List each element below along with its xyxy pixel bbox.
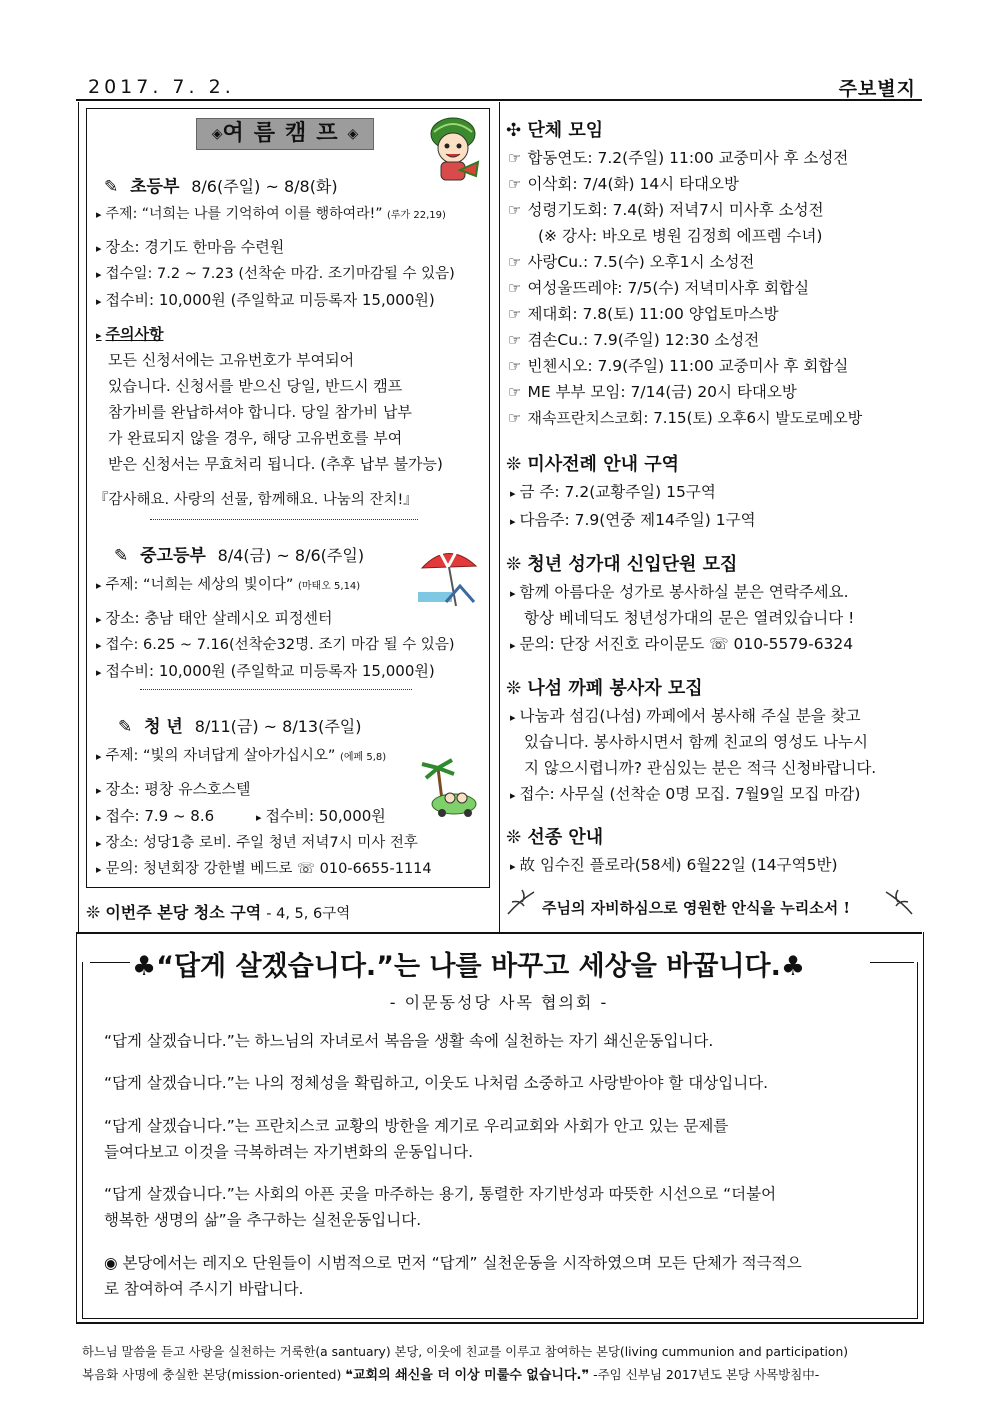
dotted-divider [140,689,412,690]
pointing-hand-icon: ☞ [508,253,522,271]
elementary-theme: ▸ 주제: “너희는 나를 기억하여 이를 행하여라!” (루가 22,19) [96,201,446,229]
list-item: ☞ 사랑Cu.: 7.5(수) 오후1시 소성전 [508,253,755,271]
cleaning-notice: ❊ 이번주 본당 청소 구역 - 4, 5, 6구역 [86,903,351,923]
motto-title: ♣“답게 살겠습니다.”는 나를 바꾸고 세상을 바꿉니다.♣ [132,944,805,983]
cafe-line: 있습니다. 봉사하시면서 함께 친교의 영성도 나누시 [524,733,868,751]
motto-rule-left [90,962,130,963]
motto-paragraph: “답게 살겠습니다.”는 프란치스코 교황의 방한을 계기로 우리교회와 사회가 안고 있는 문제를 [104,1117,729,1135]
cafe-heading: ❊ 나섬 까페 봉사자 모집 [506,678,703,699]
motto-rule-right [870,962,914,963]
snowflake-icon: ❊ [86,903,101,923]
cafe-registration: ▸ 접수: 사무실 (선착순 0명 모집. 7월9일 모집 마감) [510,781,860,809]
snowflake-icon: ❊ [506,554,522,575]
diamond-icon: ◈ [347,126,359,142]
list-item: ☞ 제대회: 7.8(토) 11:00 양업토마스방 [508,305,779,323]
pointing-hand-icon: ☞ [508,331,522,349]
header-divider [76,99,922,101]
lily-right-icon [880,884,916,920]
elementary-heading: ✎ 초등부 8/6(주일) ~ 8/8(화) [104,177,338,197]
bulletin-title: 주보별지 [838,78,916,100]
list-item: ☞ 빈첸시오: 7.9(주일) 11:00 교중미사 후 회합실 [508,357,849,375]
middle-registration: ▸ 접수: 6.25 ~ 7.16(선착순32명. 조기 마감 될 수 있음) [96,632,454,659]
list-item: ☞ 여성울뜨레야: 7/5(수) 저녁미사후 회합실 [508,279,810,297]
pencil-icon: ✎ [118,717,133,737]
mass-this-week: ▸ 금 주: 7.2(교황주일) 15구역 [510,479,716,507]
motto-paragraph: ◉ 본당에서는 레지오 단원들이 시범적으로 먼저 “답게” 실천운동을 시작하였으며 모든 단체가 적극적으 [104,1254,802,1272]
list-item: ☞ 이삭회: 7/4(화) 14시 타대오방 [508,175,739,193]
pointing-hand-icon: ☞ [508,175,522,193]
pointing-hand-icon: ☞ [508,383,522,401]
elementary-place: ▸ 장소: 경기도 한마음 수련원 [96,234,284,262]
choir-contact: ▸ 문의: 단장 서진호 라이문도 ☏ 010-5579-6324 [510,631,853,659]
list-item: ☞ 재속프란치스코회: 7.15(토) 오후6시 발도로메오방 [508,409,863,427]
snowflake-icon: ❊ [506,454,522,475]
funeral-heading: ❊ 선종 안내 [506,827,604,848]
camp-title: ◈여름캠프◈ [196,118,374,150]
club-icon: ♣ [132,951,157,982]
pointing-hand-icon: ☞ [508,149,522,167]
youth-registration: ▸ 접수: 7.9 ~ 8.6 [96,803,214,831]
motto-paragraph: 들여다보고 이것을 극복하려는 자기변화의 운동입니다. [104,1143,474,1161]
camp-slogan: 『감사해요. 사랑의 선물, 함께해요. 나눔의 잔치!』 [94,492,418,508]
pencil-icon: ✎ [114,546,129,566]
motto-paragraph: “답게 살겠습니다.”는 나의 정체성을 확립하고, 이웃도 나처럼 소중하고 사랑받아야 할 대상입니다. [104,1074,769,1092]
pointing-hand-icon: ☞ [508,409,522,427]
motto-organization: - 이문동성당 사목 협의회 - [389,993,609,1012]
list-item: ☞ 성령기도회: 7.4(화) 저녁7시 미사후 소성전 [508,201,824,219]
list-item-note: (※ 강사: 바오로 병원 김정희 에프렘 수녀) [538,227,823,245]
pointing-hand-icon: ☞ [508,357,522,375]
groups-heading: ✣ 단체 모임 [506,120,604,141]
club-icon: ♣ [780,951,806,982]
groups-list [508,145,862,431]
elementary-fee: ▸ 접수비: 10,000원 (주일학교 미등록자 15,000원) [96,287,435,315]
diamond-icon: ◈ [211,126,223,142]
middle-place: ▸ 장소: 충남 태안 살레시오 피정센터 [96,605,333,633]
middle-theme: ▸ 주제: “너희는 세상의 빛이다” (마태오 5,14) [96,572,360,600]
cafe-line: 지 않으시렵니까? 관심있는 분은 적극 신청바랍니다. [524,759,877,777]
list-item: ☞ 겸손Cu.: 7.9(주일) 12:30 소성전 [508,331,760,349]
pointing-hand-icon: ☞ [508,201,522,219]
motto-paragraph: “답게 살겠습니다.”는 하느님의 자녀로서 복음을 생활 속에 실천하는 자기 쇄신운동입니다. [104,1032,714,1050]
snowflake-icon: ❊ [506,827,522,848]
youth-theme: ▸ 주제: “빛의 자녀답게 살아가십시오” (에페 5,8) [96,743,386,771]
pointing-hand-icon: ☞ [508,279,522,297]
dotted-divider [150,519,418,520]
bottom-frame-top [76,932,922,934]
funeral-item: ▸ 故 임수진 플로라(58세) 6월22일 (14구역5반) [510,852,838,880]
pointing-hand-icon: ☞ [508,305,522,323]
palm-car-illustration [418,754,484,818]
list-item: ☞ ME 부부 모임: 7/14(금) 20시 타대오방 [508,383,797,401]
elementary-registration: ▸ 접수일: 7.2 ~ 7.23 (선착순 마감. 조기마감될 수 있음) [96,261,455,288]
youth-fee: ▸ 접수비: 50,000원 [256,803,386,831]
list-item: ☞ 합동연도: 7.2(주일) 11:00 교중미사 후 소성전 [508,149,849,167]
choir-heading: ❊ 청년 성가대 신입단원 모집 [506,554,738,575]
mass-heading: ❊ 미사전례 안내 구역 [506,454,680,475]
pencil-icon: ✎ [104,177,119,197]
funeral-prayer: 주님의 자비하심으로 영원한 안식을 누리소서 ! [542,899,851,917]
choir-line: 항상 베네딕도 청년성가대의 문은 열려있습니다 ! [524,609,855,627]
mass-next-week: ▸ 다음주: 7.9(연중 제14주일) 1구역 [510,507,756,535]
youth-contact: ▸ 문의: 청년회장 강한별 베드로 ☏ 010-6655-1114 [96,856,432,883]
flower-icon: ✣ [506,120,522,141]
footer-line-2: 복음화 사명에 충실한 본당(mission-oriented) ❝교회의 쇄신을 더 이상 미룰수 없습니다.❞ -주임 신부님 2017년도 본당 사목방침中- [82,1367,820,1383]
notice-heading: ▸ 주의사항 [96,321,164,349]
notice-body: 모든 신청서에는 고유번호가 부여되어 있습니다. 신청서를 받으신 당일, 반드시 캠프 참가비를 완납하셔야 합니다. 당일 참가비 납부 가 완료되지 않을 경우, 해당 고유번호를 부여 받은 신청서는 무효처리 됩니다. (추후 납부 불가능) [108,351,443,473]
middle-heading: ✎ 중고등부 8/4(금) ~ 8/6(주일) [114,546,365,566]
cafe-line: ▸ 나눔과 섬김(나섬) 까페에서 봉사해 주실 분을 찾고 [510,703,861,731]
motto-paragraph: 로 참여하여 주시기 바랍니다. [104,1280,304,1298]
motto-paragraph: 행복한 생명의 삶”을 추구하는 실천운동입니다. [104,1211,422,1229]
youth-place: ▸ 장소: 평창 유스호스텔 [96,776,251,804]
middle-fee: ▸ 접수비: 10,000원 (주일학교 미등록자 15,000원) [96,658,435,686]
choir-line: ▸ 함께 아름다운 성가로 봉사하실 분은 연락주세요. [510,579,849,607]
watermelon-kid-illustration [424,110,482,188]
youth-registration-place: ▸ 장소: 성당1층 로비. 주일 청년 저녁7시 미사 전후 [96,830,418,857]
beach-umbrella-illustration [416,540,480,610]
motto-paragraph: “답게 살겠습니다.”는 사회의 아픈 곳을 마주하는 용기, 통렬한 자기반성과 따뜻한 시선으로 “더불어 [104,1185,777,1203]
footer-line-1: 하느님 말씀을 듣고 사랑을 실천하는 거룩한(a santuary) 본당, 이웃에 친교를 이루고 참여하는 본당(living cummunion and participation) [82,1345,849,1359]
bulletin-date: 2017. 7. 2. [88,76,235,98]
lily-left-icon [504,884,540,920]
youth-heading: ✎ 청 년 8/11(금) ~ 8/13(주일) [118,717,362,737]
snowflake-icon: ❊ [506,678,522,699]
